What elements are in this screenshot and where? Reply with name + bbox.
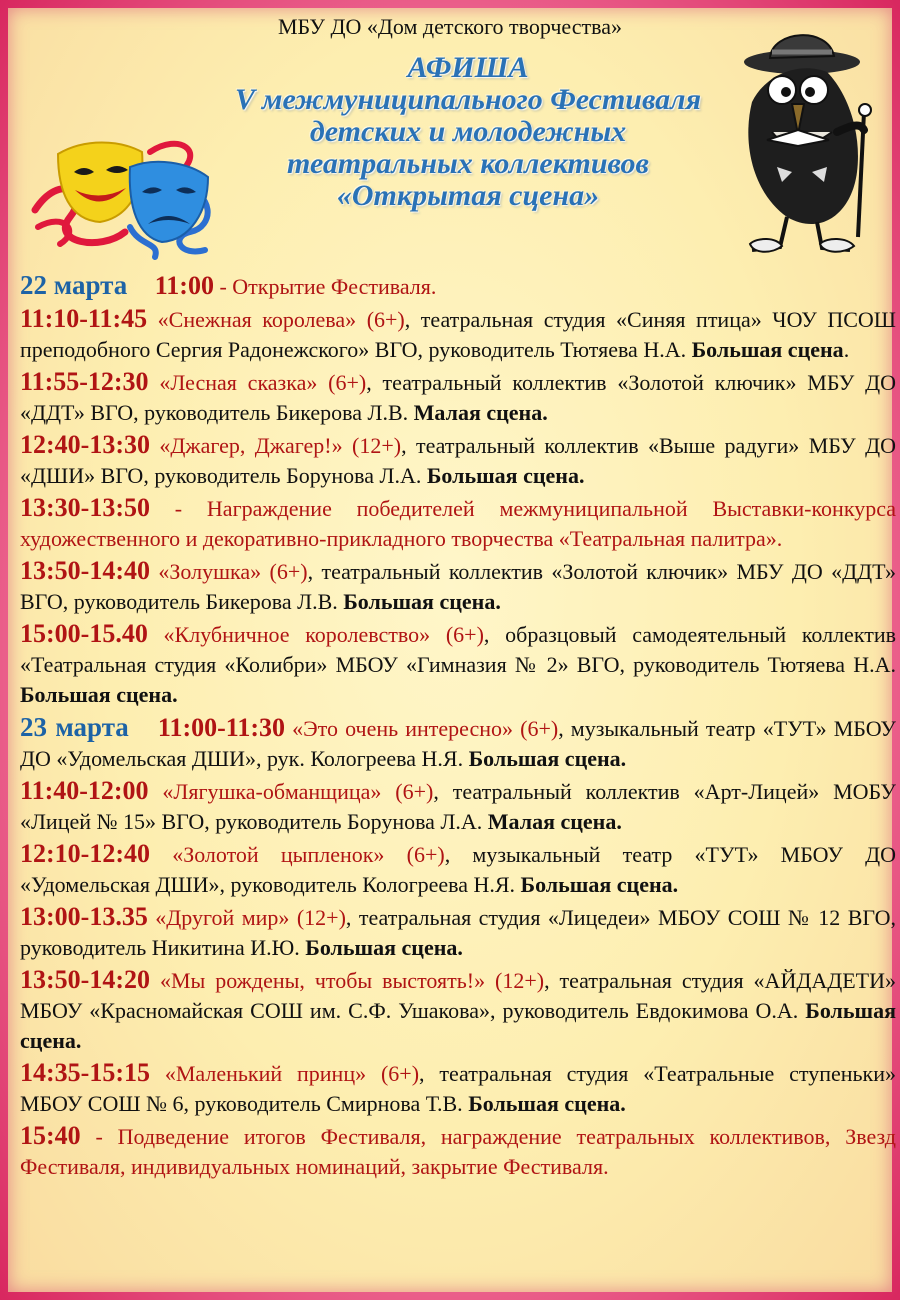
entry-time: 11:00-11:30 bbox=[157, 713, 286, 742]
day-date: 22 марта bbox=[20, 270, 128, 300]
program-entry bbox=[20, 839, 896, 900]
entry-time: 11:40-12:00 bbox=[20, 776, 149, 805]
title-line-collectives: театральных коллективов bbox=[287, 147, 649, 180]
entry-time: 11:10-11:45 bbox=[20, 304, 148, 333]
play-title: «Это очень интересно» (6+) bbox=[292, 716, 559, 741]
play-title: «Клубничное королевство» (6+) bbox=[163, 622, 484, 647]
entry-time: 12:10-12:40 bbox=[20, 839, 150, 868]
stage-name: Большая сцена. bbox=[426, 463, 585, 488]
program-entry bbox=[20, 430, 896, 491]
program-entry bbox=[20, 367, 896, 428]
stage-name: Большая сцена. bbox=[20, 682, 178, 707]
entry-time: 11:00 bbox=[154, 271, 214, 300]
organization-name: МБУ ДО «Дом детского творчества» bbox=[278, 14, 622, 39]
day-date: 23 марта bbox=[20, 712, 129, 742]
program-entry bbox=[20, 493, 896, 554]
play-title: «Джагер, Джагер!» (12+) bbox=[159, 433, 402, 458]
program-entry bbox=[20, 712, 896, 774]
play-details: , театральная студия «Лицедеи» МБОУ СОШ № 12 ВГО, руководитель Никитина И.Ю. bbox=[20, 905, 896, 960]
program-entry bbox=[20, 776, 896, 837]
program-entry bbox=[20, 902, 896, 963]
entry-time: 13:50-14:40 bbox=[20, 556, 150, 585]
title-line-youth: детских и молодежных bbox=[309, 115, 627, 148]
entry-time: 15:00-15.40 bbox=[20, 619, 148, 648]
play-details: , театральная студия «АЙДАДЕТИ» МБОУ «Красномайская СОШ им. С.Ф. Ушакова», руководитель Евдокимова О.А. bbox=[20, 968, 896, 1023]
play-details: , театральный коллектив «Выше радуги» МБУ ДО «ДШИ» ВГО, руководитель Борунова Л.А. bbox=[20, 433, 897, 488]
cartoon-bird-icon bbox=[732, 22, 892, 258]
stage-name: Большая сцена. bbox=[20, 998, 896, 1053]
stage-name: Большая сцена bbox=[691, 337, 844, 362]
stage-name: Малая сцена. bbox=[413, 400, 548, 425]
stage-name: Большая сцена. bbox=[520, 872, 679, 897]
play-details: , театральный коллектив «Арт-Лицей» МОБУ «Лицей № 15» ВГО, руководитель Борунова Л.А. bbox=[20, 779, 896, 834]
entry-time: 13:30-13:50 bbox=[20, 493, 150, 522]
play-title: «Снежная королева» (6+) bbox=[157, 307, 405, 332]
program-entry bbox=[20, 1121, 896, 1182]
play-title: «Лесная сказка» (6+) bbox=[159, 370, 367, 395]
entry-time: 12:40-13:30 bbox=[20, 430, 150, 459]
play-title: «Золотой цыпленок» (6+) bbox=[172, 842, 445, 867]
play-details: , театральная студия «Театральные ступеньки» МБОУ СОШ № 6, руководитель Смирнова Т.В. bbox=[20, 1061, 896, 1116]
entry-time: 14:35-15:15 bbox=[20, 1058, 150, 1087]
play-details: , музыкальный театр «ТУТ» МБОУ ДО «Удомельская ДШИ», рук. Кологреева Н.Я. bbox=[20, 716, 897, 771]
play-title: «Мы рождены, чтобы выстоять!» (12+) bbox=[159, 968, 545, 993]
play-details: , театральный коллектив «Золотой ключик» МБУ ДО «ДДТ» ВГО, руководитель Бикерова Л.В. bbox=[20, 559, 896, 614]
event-description: - Подведение итогов Фестиваля, награждение театральных коллективов, Звезд Фестиваля, индивидуальных номинаций, закрытие Фестиваля. bbox=[20, 1124, 897, 1179]
poster-title bbox=[188, 52, 748, 212]
stage-name: Большая сцена. bbox=[468, 746, 627, 771]
program-entry bbox=[20, 1058, 896, 1119]
entry-time: 13:00-13.35 bbox=[20, 902, 148, 931]
entry-time: 13:50-14:20 bbox=[20, 965, 150, 994]
program-entry bbox=[20, 304, 896, 365]
title-line-open-stage: «Открытая сцена» bbox=[336, 179, 600, 212]
program-entry bbox=[20, 270, 896, 302]
stage-name: Большая сцена. bbox=[468, 1091, 626, 1116]
entry-time: 15:40 bbox=[20, 1121, 81, 1150]
stage-name: Большая сцена. bbox=[305, 935, 463, 960]
play-details: , театральный коллектив «Золотой ключик» МБУ ДО «ДДТ» ВГО, руководитель Бикерова Л.В. bbox=[20, 370, 897, 425]
event-description: - Открытие Фестиваля. bbox=[219, 274, 437, 299]
poster-paper bbox=[8, 8, 897, 1292]
program-entry bbox=[20, 556, 896, 617]
program-entry bbox=[20, 965, 896, 1056]
play-title: «Другой мир» (12+) bbox=[155, 905, 346, 930]
play-title: «Лягушка-обманщица» (6+) bbox=[162, 779, 434, 804]
stage-name: Большая сцена. bbox=[343, 589, 501, 614]
stage-name: Малая сцена. bbox=[487, 809, 622, 834]
title-line-festival: V межмуниципального Фестиваля bbox=[234, 83, 702, 116]
program-entry bbox=[20, 619, 896, 710]
stage-suffix: . bbox=[843, 337, 850, 362]
event-description: - Награждение победителей межмуниципальной Выставки-конкурса художественного и декоративно-прикладного творчества «Театральная палитра». bbox=[20, 496, 897, 551]
play-details: , музыкальный театр «ТУТ» МБОУ ДО «Удомельская ДШИ», руководитель Кологреева Н.Я. bbox=[20, 842, 897, 897]
entry-time: 11:55-12:30 bbox=[20, 367, 149, 396]
theater-masks-icon bbox=[30, 132, 220, 262]
title-line-afisha: АФИША bbox=[407, 51, 529, 84]
play-details: , театральная студия «Синяя птица» ЧОУ ПСОШ преподобного Сергия Радонежского» ВГО, руководитель Тютяева Н.А. bbox=[20, 307, 897, 362]
play-title: «Маленький принц» (6+) bbox=[164, 1061, 420, 1086]
play-title: «Золушка» (6+) bbox=[158, 559, 308, 584]
festival-program bbox=[20, 270, 896, 1184]
play-details: , образцовый самодеятельный коллектив «Театральная студия «Колибри» МБОУ «Гимназия № 2» ВГО, руководитель Тютяева Н.А. bbox=[20, 622, 896, 677]
